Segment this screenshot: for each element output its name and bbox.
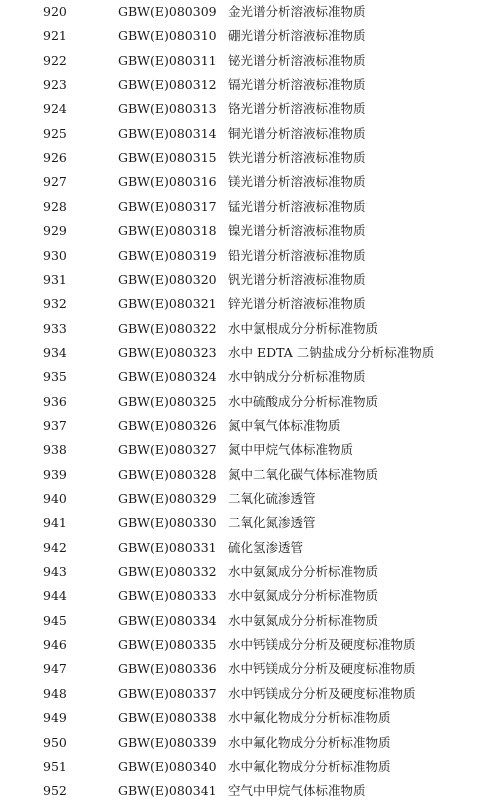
table-row xyxy=(0,365,500,389)
material-name: 锰光谱分析溶液标准物质 xyxy=(228,198,366,214)
catalog-code: GBW(E)080335 xyxy=(118,637,217,653)
catalog-code: GBW(E)080327 xyxy=(118,442,217,458)
material-name: 水中氟化物成分分析标准物质 xyxy=(228,710,391,726)
table-row xyxy=(0,24,500,48)
row-number: 923 xyxy=(43,77,67,93)
row-number: 921 xyxy=(43,28,67,44)
catalog-code: GBW(E)080334 xyxy=(118,612,217,628)
row-number: 940 xyxy=(43,491,67,506)
catalog-code: GBW(E)080316 xyxy=(118,174,217,190)
material-name: 水中氟化物成分分析标准物质 xyxy=(228,758,391,774)
material-name: 水中氟化物成分分析标准物质 xyxy=(228,734,391,750)
row-number: 920 xyxy=(43,4,67,19)
row-number: 936 xyxy=(43,393,67,409)
material-name: 铅光谱分析溶液标准物质 xyxy=(228,247,366,263)
row-number: 947 xyxy=(43,661,67,677)
catalog-code: GBW(E)080323 xyxy=(118,344,217,360)
table-row xyxy=(0,438,500,462)
table-row xyxy=(0,463,500,487)
material-name: 水中氨氮成分分析标准物质 xyxy=(228,564,379,580)
table-row xyxy=(0,170,500,194)
material-name: 二氧化硫渗透管 xyxy=(228,491,316,506)
catalog-code: GBW(E)080330 xyxy=(118,515,217,531)
material-name: 水中氨氮成分分析标准物质 xyxy=(228,588,379,604)
table-row xyxy=(0,731,500,755)
catalog-code: GBW(E)080332 xyxy=(118,564,217,580)
material-name: 钒光谱分析溶液标准物质 xyxy=(228,271,366,287)
table-row xyxy=(0,317,500,341)
table-row xyxy=(0,195,500,219)
row-number: 932 xyxy=(43,296,67,312)
catalog-code: GBW(E)080319 xyxy=(118,247,217,263)
table-row xyxy=(0,584,500,608)
catalog-code: GBW(E)080328 xyxy=(118,466,217,482)
row-number: 929 xyxy=(43,223,67,239)
material-name: 水中钠成分分析标准物质 xyxy=(228,369,366,385)
row-number: 950 xyxy=(43,734,67,750)
row-number: 949 xyxy=(43,710,67,726)
table-row xyxy=(0,609,500,633)
row-number: 941 xyxy=(43,515,67,531)
material-name: 水中氯根成分分析标准物质 xyxy=(228,320,379,336)
table-row xyxy=(0,146,500,170)
catalog-code: GBW(E)080314 xyxy=(118,125,217,141)
material-name: 镍光谱分析溶液标准物质 xyxy=(228,223,366,239)
material-name: 锌光谱分析溶液标准物质 xyxy=(228,296,366,312)
material-name: 氮中氧气体标准物质 xyxy=(228,417,341,433)
catalog-code: GBW(E)080320 xyxy=(118,271,217,287)
catalog-code: GBW(E)080309 xyxy=(118,4,217,19)
material-name: 水中 EDTA 二钠盐成分分析标准物质 xyxy=(228,344,435,360)
material-name: 镁光谱分析溶液标准物质 xyxy=(228,174,366,190)
table-row xyxy=(0,560,500,584)
catalog-code: GBW(E)080326 xyxy=(118,417,217,433)
material-name: 铋光谱分析溶液标准物质 xyxy=(228,52,366,68)
table-row xyxy=(0,657,500,681)
catalog-code: GBW(E)080311 xyxy=(118,52,217,68)
catalog-code: GBW(E)080325 xyxy=(118,393,217,409)
row-number: 933 xyxy=(43,320,67,336)
table-row xyxy=(0,414,500,438)
table-row xyxy=(0,49,500,73)
table-row xyxy=(0,487,500,511)
row-number: 930 xyxy=(43,247,67,263)
catalog-code: GBW(E)080315 xyxy=(118,150,217,166)
table-row xyxy=(0,97,500,121)
material-name: 空气中甲烷气体标准物质 xyxy=(228,783,366,799)
catalog-code: GBW(E)080331 xyxy=(118,539,217,555)
material-name: 水中钙镁成分分析及硬度标准物质 xyxy=(228,661,416,677)
catalog-code: GBW(E)080318 xyxy=(118,223,217,239)
catalog-code: GBW(E)080310 xyxy=(118,28,217,44)
catalog-code: GBW(E)080337 xyxy=(118,685,217,701)
row-number: 938 xyxy=(43,442,67,458)
catalog-code: GBW(E)080340 xyxy=(118,758,217,774)
table-row xyxy=(0,706,500,730)
row-number: 945 xyxy=(43,612,67,628)
table-row xyxy=(0,511,500,535)
material-name: 水中钙镁成分分析及硬度标准物质 xyxy=(228,685,416,701)
table-row xyxy=(0,633,500,657)
catalog-code: GBW(E)080336 xyxy=(118,661,217,677)
table-row xyxy=(0,390,500,414)
material-name: 镉光谱分析溶液标准物质 xyxy=(228,77,366,93)
row-number: 939 xyxy=(43,466,67,482)
catalog-code: GBW(E)080341 xyxy=(118,783,217,799)
catalog-code: GBW(E)080324 xyxy=(118,369,217,385)
row-number: 927 xyxy=(43,174,67,190)
catalog-code: GBW(E)080317 xyxy=(118,198,217,214)
table-row xyxy=(0,73,500,97)
row-number: 942 xyxy=(43,539,67,555)
row-number: 924 xyxy=(43,101,67,117)
material-name: 硼光谱分析溶液标准物质 xyxy=(228,28,366,44)
material-name: 水中氨氮成分分析标准物质 xyxy=(228,612,379,628)
row-number: 948 xyxy=(43,685,67,701)
table-row xyxy=(0,0,500,24)
table-row xyxy=(0,755,500,779)
material-name: 铁光谱分析溶液标准物质 xyxy=(228,150,366,166)
row-number: 946 xyxy=(43,637,67,653)
row-number: 928 xyxy=(43,198,67,214)
table-row xyxy=(0,268,500,292)
table-row xyxy=(0,219,500,243)
table-row xyxy=(0,341,500,365)
catalog-code: GBW(E)080339 xyxy=(118,734,217,750)
row-number: 931 xyxy=(43,271,67,287)
catalog-code: GBW(E)080313 xyxy=(118,101,217,117)
table-row xyxy=(0,682,500,706)
row-number: 943 xyxy=(43,564,67,580)
material-name: 氮中甲烷气体标准物质 xyxy=(228,442,354,458)
row-number: 952 xyxy=(43,783,67,799)
table-row xyxy=(0,292,500,316)
table-row xyxy=(0,244,500,268)
row-number: 951 xyxy=(43,758,67,774)
catalog-code: GBW(E)080329 xyxy=(118,491,217,506)
row-number: 944 xyxy=(43,588,67,604)
material-name: 铜光谱分析溶液标准物质 xyxy=(228,125,366,141)
row-number: 926 xyxy=(43,150,67,166)
material-name: 铬光谱分析溶液标准物质 xyxy=(228,101,366,117)
row-number: 935 xyxy=(43,369,67,385)
material-name: 金光谱分析溶液标准物质 xyxy=(228,4,366,19)
row-number: 934 xyxy=(43,344,67,360)
catalog-code: GBW(E)080322 xyxy=(118,320,217,336)
catalog-code: GBW(E)080338 xyxy=(118,710,217,726)
catalog-code: GBW(E)080333 xyxy=(118,588,217,604)
catalog-code: GBW(E)080312 xyxy=(118,77,217,93)
material-name: 硫化氢渗透管 xyxy=(228,539,304,555)
row-number: 937 xyxy=(43,417,67,433)
material-name: 二氧化氮渗透管 xyxy=(228,515,316,531)
catalog-code: GBW(E)080321 xyxy=(118,296,217,312)
table-row xyxy=(0,779,500,803)
row-number: 925 xyxy=(43,125,67,141)
material-name: 水中硫酸成分分析标准物质 xyxy=(228,393,379,409)
table-row xyxy=(0,122,500,146)
material-name: 氮中二氧化碳气体标准物质 xyxy=(228,466,379,482)
table-row xyxy=(0,536,500,560)
row-number: 922 xyxy=(43,52,67,68)
material-name: 水中钙镁成分分析及硬度标准物质 xyxy=(228,637,416,653)
